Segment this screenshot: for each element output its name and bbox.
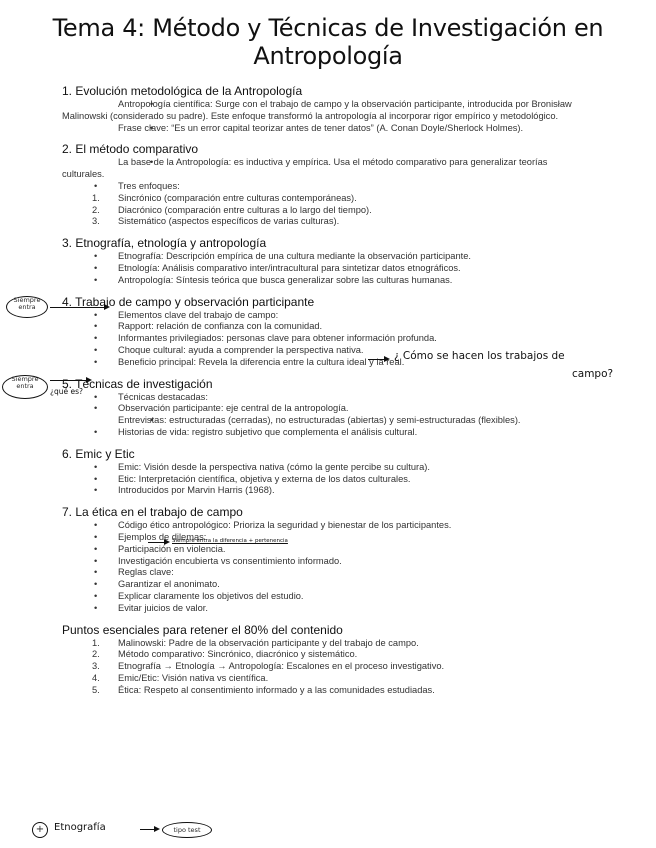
list-item: 4. Emic/Etic: Visión nativa vs científica. <box>92 672 269 683</box>
emic-etic-note: Siempre entra la diferencia + pertenencia <box>172 538 288 544</box>
list-item: • Participación en violencia. <box>62 544 582 556</box>
section-5 <box>62 377 582 439</box>
list-item: 1. Malinowski: Padre de la observación participante y del trabajo de campo. <box>92 637 419 648</box>
list-item: • Beneficio principal: Revela la diferencia entre la cultura ideal y la real. <box>62 357 582 369</box>
section-6 <box>62 447 582 497</box>
list-item: 5. Ética: Respeto al consentimiento informado y a las comunidades estudiadas. <box>92 684 435 695</box>
annotation-text: Siempre entra <box>13 296 41 311</box>
siempre-entra-oval-1 <box>6 296 48 318</box>
section-1 <box>62 84 582 134</box>
list-item-text: Diacrónico (comparación entre culturas a lo largo del tiempo). <box>118 204 372 215</box>
como-se-hacen-note: ¿ Cómo se hacen los trabajos de <box>394 350 565 362</box>
list-item: • Observación participante: eje central de la antropología. <box>62 403 582 415</box>
tipo-test-oval <box>162 822 212 838</box>
section-heading: 6. Emic y Etic <box>62 446 135 461</box>
list-item: • Etnografía: Descripción empírica de una cultura mediante la observación participante. <box>62 251 582 263</box>
arrow-icon <box>50 307 108 308</box>
list-item: • Historias de vida: registro subjetivo que complementa el análisis cultural. <box>62 427 582 439</box>
section-2 <box>62 142 582 228</box>
arrow-icon <box>368 359 388 360</box>
list-item: • Ejemplos de dilemas: <box>62 532 582 544</box>
list-item: • Antropología: Síntesis teórica que busca generalizar sobre las culturas humanas. <box>62 275 582 287</box>
list-item: • Emic: Visión desde la perspectiva nativa (cómo la gente percibe su cultura). <box>62 462 582 474</box>
list-item: • Informantes privilegiados: personas clave para obtener información profunda. <box>62 333 582 345</box>
list-item: • Introducidos por Marvin Harris (1968). <box>62 485 582 497</box>
section-heading: 3. Etnografía, etnología y antropología <box>62 236 267 251</box>
plus-circle-icon: + <box>32 822 48 838</box>
list-item-text: Sistemático (aspectos específicos de varias culturas). <box>118 216 340 227</box>
section-heading: 1. Evolución metodológica de la Antropología <box>62 84 303 98</box>
list-item: 3. Sistemático (aspectos específicos de varias culturas). <box>92 216 340 227</box>
list-item: • Explicar claramente los objetivos del estudio. <box>62 591 582 603</box>
list-item: 2. Método comparativo: Sincrónico, diacrónico y sistemático. <box>92 649 358 660</box>
list-item: • Entrevistas: estructuradas (cerradas), no estructuradas (abiertas) y semi-estructuradas (flexibles). <box>62 415 582 427</box>
section-heading: 5. Técnicas de investigación <box>62 376 213 391</box>
page-title: Tema 4: Método y Técnicas de Investigación en Antropología <box>52 14 604 70</box>
arrow-icon <box>148 542 168 543</box>
section-heading: 2. El método comparativo <box>62 142 199 157</box>
etnografia-note: Etnografía <box>54 822 106 833</box>
list-item-text: Sincrónico (comparación entre culturas contemporáneas). <box>118 192 357 203</box>
annotation-text: tipo test <box>173 826 201 834</box>
list-item-text: Método comparativo: Sincrónico, diacrónico y sistemático. <box>118 649 358 660</box>
list-item-text: Emic/Etic: Visión nativa vs científica. <box>118 672 269 683</box>
section-heading: 4. Trabajo de campo y observación participante <box>62 294 315 309</box>
que-es-note: ¿qué es? <box>50 387 83 396</box>
arrow-icon <box>140 829 158 830</box>
summary-section <box>62 623 582 697</box>
notes-content <box>62 84 582 704</box>
list-item: • Reglas clave: <box>62 567 582 579</box>
siempre-entra-oval-2 <box>2 375 48 399</box>
list-item: • Técnicas destacadas: <box>62 392 582 404</box>
list-item: • Antropología científica: Surge con el trabajo de campo y la observación participante, introducida por Bronisław Malinowski (considerado su padre). Este enfoque transformó la antropología al incorporar rigor empírico y metodológico. <box>62 99 582 123</box>
list-item: • Código ético antropológico: Prioriza la seguridad y bienestar de los participantes. <box>62 520 582 532</box>
list-item: • Choque cultural: ayuda a comprender la perspectiva nativa. <box>62 345 582 357</box>
list-item: • Garantizar el anonimato. <box>62 579 582 591</box>
list-item: • Elementos clave del trabajo de campo: <box>62 310 582 322</box>
como-se-hacen-note-2: campo? <box>572 368 614 380</box>
list-item: • Rapport: relación de confianza con la comunidad. <box>62 321 582 333</box>
section-7 <box>62 505 582 614</box>
section-3 <box>62 236 582 286</box>
list-item: • Etnología: Análisis comparativo inter/intracultural para sintetizar datos etnográficos. <box>62 263 582 275</box>
list-item: • Evitar juicios de valor. <box>62 603 582 615</box>
arrow-icon <box>50 380 90 381</box>
list-item-text: Malinowski: Padre de la observación participante y del trabajo de campo. <box>118 637 419 648</box>
list-item-text: Etnografía → Etnología → Antropología: Escalones en el proceso investigativo. <box>118 661 445 672</box>
list-item: 1. Sincrónico (comparación entre culturas contemporáneas). <box>92 192 357 203</box>
list-item: • Tres enfoques: <box>62 181 582 193</box>
annotation-text: Siempre entra <box>11 375 39 390</box>
list-item-text: Ética: Respeto al consentimiento informado y a las comunidades estudiadas. <box>118 684 435 695</box>
list-item: • Investigación encubierta vs consentimiento informado. <box>62 556 582 568</box>
section-heading: 7. La ética en el trabajo de campo <box>62 505 243 520</box>
section-heading: Puntos esenciales para retener el 80% del contenido <box>62 622 343 637</box>
list-item: • La base de la Antropología: es inductiva y empírica. Usa el método comparativo para generalizar teorías culturales. <box>62 157 582 181</box>
list-item: 2. Diacrónico (comparación entre culturas a lo largo del tiempo). <box>92 204 372 215</box>
list-item: • Frase clave: “Es un error capital teorizar antes de tener datos” (A. Conan Doyle/Sherlock Holmes). <box>62 123 582 135</box>
list-item: 3. Etnografía → Etnología → Antropología: Escalones en el proceso investigativo. <box>92 661 445 672</box>
list-item: • Etic: Interpretación científica, objetiva y externa de los datos culturales. <box>62 474 582 486</box>
